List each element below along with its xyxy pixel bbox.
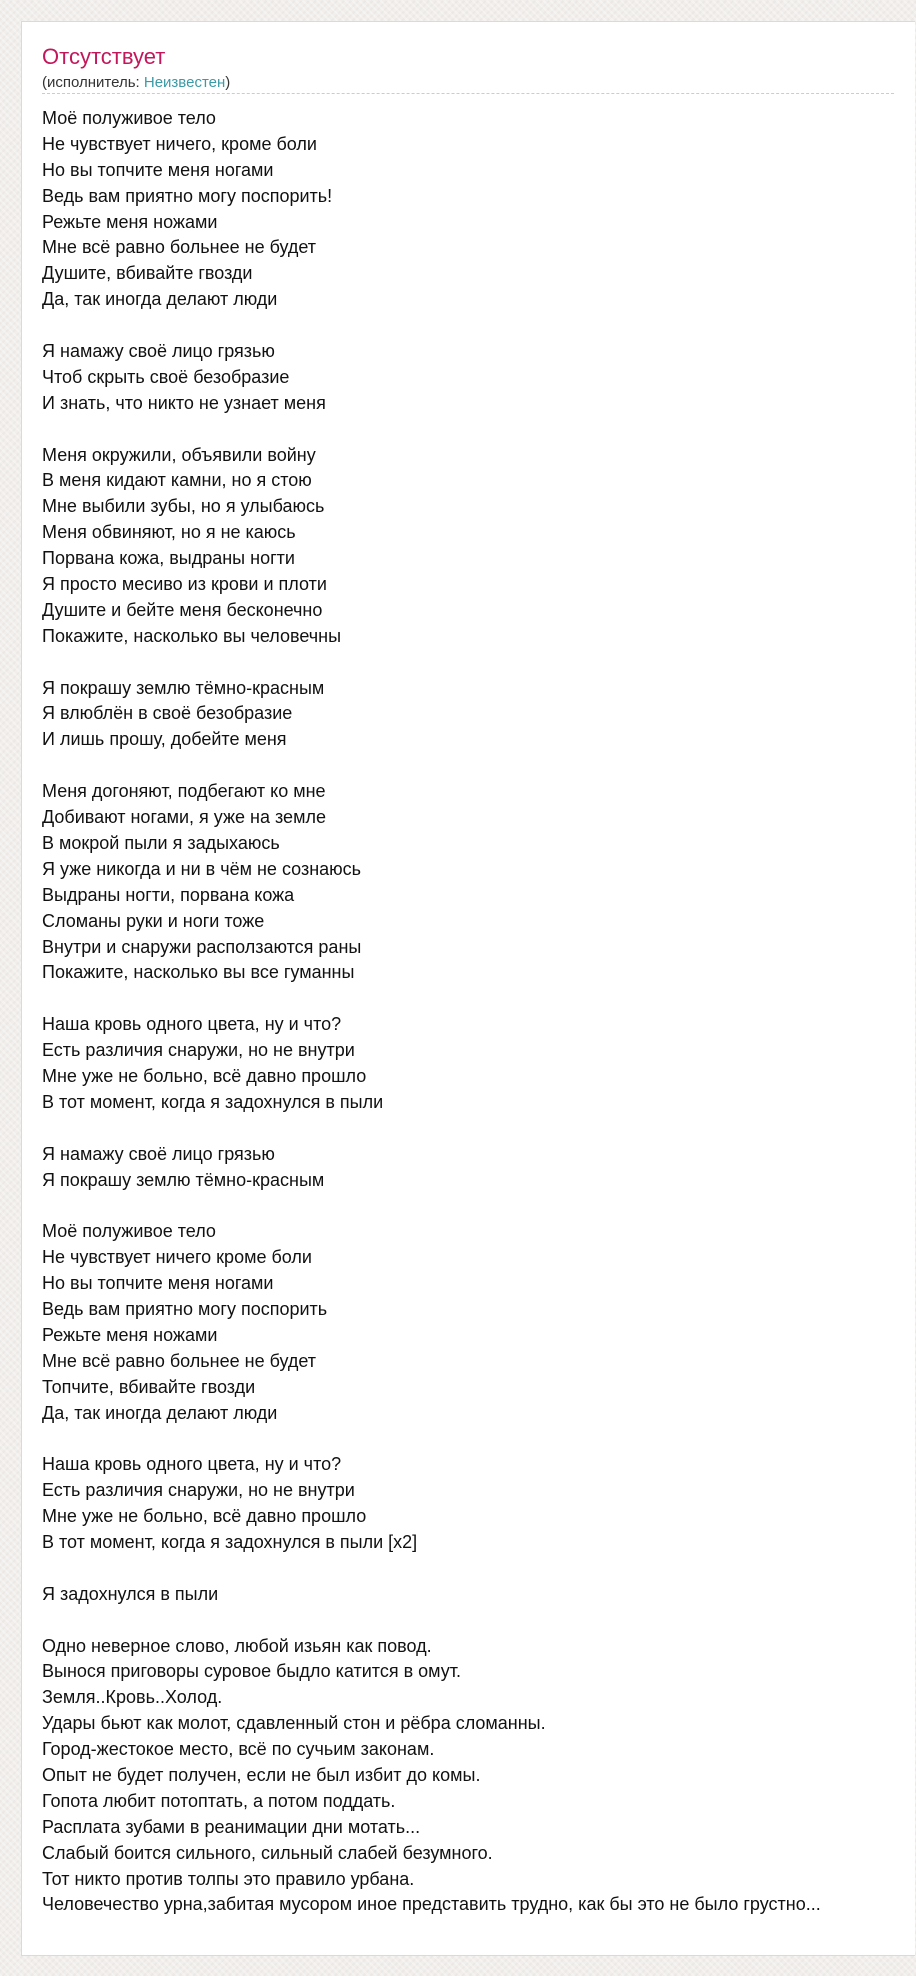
stanza-break xyxy=(42,650,915,676)
lyric-line: Не чувствует ничего, кроме боли xyxy=(42,133,317,154)
lyric-line: Выдраны ногти, порвана кожа xyxy=(42,884,295,905)
song-title: Отсутствует xyxy=(42,44,166,69)
stanza-break xyxy=(42,1556,915,1582)
lyric-line: Город-жестокое место, всё по сучьим законам. xyxy=(42,1739,435,1760)
artist-prefix: (исполнитель: xyxy=(42,74,144,91)
lyric-line: Я намажу своё лицо грязью xyxy=(42,341,275,362)
lyric-line: Меня окружили, объявили войну xyxy=(42,444,316,465)
lyric-line: Моё полуживое тело xyxy=(42,1221,216,1242)
lyric-line: Расплата зубами в реанимации дни мотать... xyxy=(42,1816,421,1837)
lyric-line: Режьте меня ножами xyxy=(42,211,218,232)
stanza-break xyxy=(42,417,915,443)
lyric-line: В мокрой пыли я задыхаюсь xyxy=(42,832,280,853)
artist-line xyxy=(42,74,230,92)
lyric-line: Человечество урна,забитая мусором иное представить трудно, как бы это не было грустно... xyxy=(42,1894,821,1915)
lyric-line: Душите и бейте меня бесконечно xyxy=(42,599,323,620)
lyric-line: Я уже никогда и ни в чём не сознаюсь xyxy=(42,858,362,879)
lyric-line: Я намажу своё лицо грязью xyxy=(42,1143,275,1164)
lyric-line: Моё полуживое тело xyxy=(42,108,216,128)
lyric-line: Вынося приговоры суровое быдло катится в омут. xyxy=(42,1661,462,1682)
lyric-line: Чтоб скрыть своё безобразие xyxy=(42,366,290,387)
lyric-line: Я просто месиво из крови и плоти xyxy=(42,574,327,595)
lyric-line: В тот момент, когда я задохнулся в пыли [x2] xyxy=(42,1531,418,1552)
lyric-line: Душите, вбивайте гвозди xyxy=(42,263,253,284)
lyric-line: Меня догоняют, подбегают ко мне xyxy=(42,781,326,802)
lyric-line: Но вы топчите меня ногами xyxy=(42,159,274,180)
lyric-line: Одно неверное слово, любой изьян как повод. xyxy=(42,1635,432,1656)
lyric-line: Порвана кожа, выдраны ногти xyxy=(42,548,295,569)
lyrics-text xyxy=(42,106,915,1918)
lyric-line: Да, так иногда делают люди xyxy=(42,1402,278,1423)
lyric-line: Наша кровь одного цвета, ну и что? xyxy=(42,1014,342,1035)
lyric-line: Наша кровь одного цвета, ну и что? xyxy=(42,1454,342,1475)
lyric-line: Гопота любит потоптать, а потом поддать. xyxy=(42,1790,396,1811)
lyric-line: Я влюблён в своё безобразие xyxy=(42,703,293,724)
lyric-line: Не чувствует ничего кроме боли xyxy=(42,1247,312,1268)
lyric-line: Меня обвиняют, но я не каюсь xyxy=(42,522,296,543)
lyric-line: Тот никто против толпы это правило урбана. xyxy=(42,1868,415,1889)
lyric-line: Топчите, вбивайте гвозди xyxy=(42,1376,256,1397)
lyric-line: Покажите, насколько вы человечны xyxy=(42,625,342,646)
stanza-break xyxy=(42,986,915,1012)
lyric-line: Мне всё равно больнее не будет xyxy=(42,237,317,258)
lyric-line: Земля..Кровь..Холод. xyxy=(42,1687,223,1708)
lyric-line: Есть различия снаружи, но не внутри xyxy=(42,1480,355,1501)
lyric-line: Сломаны руки и ноги тоже xyxy=(42,910,265,931)
lyric-line: Режьте меня ножами xyxy=(42,1324,218,1345)
lyric-line: Есть различия снаружи, но не внутри xyxy=(42,1040,355,1061)
lyric-line: Ведь вам приятно могу поспорить! xyxy=(42,185,333,206)
lyric-line: И знать, что никто не узнает меня xyxy=(42,392,326,413)
lyric-line: Мне уже не больно, всё давно прошло xyxy=(42,1506,367,1527)
lyric-line: Мне выбили зубы, но я улыбаюсь xyxy=(42,496,325,517)
lyric-line: Покажите, насколько вы все гуманны xyxy=(42,962,355,983)
lyric-line: В меня кидают камни, но я стою xyxy=(42,470,312,491)
lyric-line: Опыт не будет получен, если не был избит до комы. xyxy=(42,1765,481,1785)
lyric-line: Я покрашу землю тёмно-красным xyxy=(42,1169,325,1190)
lyric-line: Я задохнулся в пыли xyxy=(42,1583,219,1604)
stanza-break xyxy=(42,1608,915,1634)
title-divider xyxy=(42,93,894,94)
lyric-line: Мне уже не больно, всё давно прошло xyxy=(42,1065,367,1086)
lyric-line: И лишь прошу, добейте меня xyxy=(42,729,287,750)
stanza-break xyxy=(42,753,915,779)
lyric-line: Удары бьют как молот, сдавленный стон и рёбра сломанны. xyxy=(42,1713,546,1734)
lyric-line: Но вы топчите меня ногами xyxy=(42,1273,274,1294)
stanza-break xyxy=(42,1116,915,1142)
lyric-line: Я покрашу землю тёмно-красным xyxy=(42,677,325,698)
artist-suffix: ) xyxy=(225,74,231,91)
stanza-break xyxy=(42,1426,915,1452)
lyric-line: В тот момент, когда я задохнулся в пыли xyxy=(42,1091,384,1112)
stanza-break xyxy=(42,313,915,339)
lyric-line: Слабый боится сильного, сильный слабей безумного. xyxy=(42,1842,493,1863)
lyric-line: Ведь вам приятно могу поспорить xyxy=(42,1298,328,1319)
lyric-line: Мне всё равно больнее не будет xyxy=(42,1350,317,1371)
lyric-line: Да, так иногда делают люди xyxy=(42,289,278,310)
lyric-line: Добивают ногами, я уже на земле xyxy=(42,807,326,828)
stanza-break xyxy=(42,1193,915,1219)
lyrics-card xyxy=(21,21,915,1956)
artist-link[interactable]: Неизвестен xyxy=(143,74,226,91)
lyric-line: Внутри и снаружи расползаются раны xyxy=(42,936,362,957)
